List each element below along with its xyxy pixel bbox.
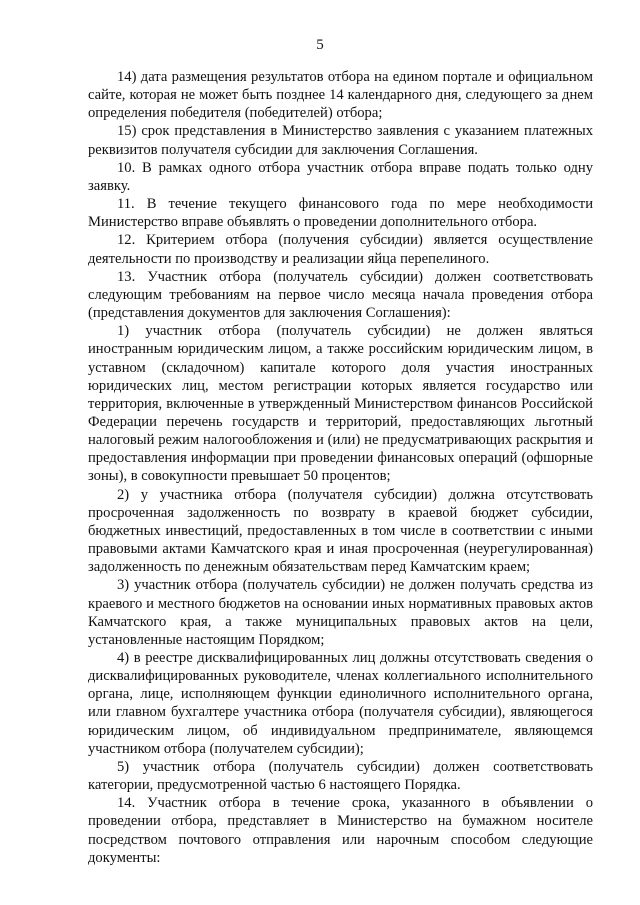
paragraph-clause-10: 10. В рамках одного отбора участник отбора вправе подать только одну заявку.	[88, 159, 593, 194]
paragraph-item-14: 14) дата размещения результатов отбора на едином портале и официальном сайте, которая не может быть позднее 14 календарного дня, следующего за днем определения победителя (победителей) отбора;	[88, 69, 593, 122]
paragraph-requirement-2: 2) у участника отбора (получателя субсидии) должна отсутствовать просроченная задолженность по возврату в краевой бюджет субсидии, бюджетных инвестиций, предоставленных в том числе в соответствии с иными правовыми актами Камчатского края и иная просроченная (неурегулированная) задолженность по денежным обязательствам перед Камчатским краем;	[88, 486, 593, 576]
paragraph-item-15: 15) срок представления в Министерство заявления с указанием платежных реквизитов получателя субсидии для заключения Соглашения.	[88, 123, 593, 158]
paragraph-requirement-1: 1) участник отбора (получатель субсидии) не должен являться иностранным юридическим лицом, а также российским юридическим лицом, в уставном (складочном) капитале которого доля участия иностранных юридических лиц, местом регистрации которых является государство или территория, включенные в утвержденный Министерством финансов Российской Федерации перечень государств и территорий, предоставляющих льготный налоговый режим налогообложения и (или) не предусматривающих раскрытия и предоставления информации при проведении финансовых операций (офшорные зоны), в совокупности превышает 50 процентов;	[88, 323, 593, 485]
paragraph-requirement-3: 3) участник отбора (получатель субсидии) не должен получать средства из краевого и местного бюджетов на основании иных нормативных правовых актов Камчатского края, а также муниципальных правовых актов на цели, установленные настоящим Порядком;	[88, 577, 593, 648]
paragraph-clause-14: 14. Участник отбора в течение срока, указанного в объявлении о проведении отбора, представляет в Министерство на бумажном носителе посредством почтового отправления или нарочным способом следующие документы:	[88, 795, 593, 866]
paragraph-requirement-5: 5) участник отбора (получатель субсидии) должен соответствовать категории, предусмотренной частью 6 настоящего Порядка.	[88, 758, 593, 794]
paragraph-clause-11: 11. В течение текущего финансового года по мере необходимости Министерство вправе объявлять о проведении дополнительного отбора.	[88, 196, 593, 231]
paragraph-requirement-4: 4) в реестре дисквалифицированных лиц должны отсутствовать сведения о дисквалифицированных руководителе, членах коллегиального исполнительного органа, лице, исполняющем функции единоличного исполнительного органа, или главном бухгалтере участника отбора (получателя субсидии), являющегося юридическим лицом, об индивидуальном предпринимателе, являющемся участником отбора (получателем субсидии);	[88, 650, 593, 757]
page-number: 5	[316, 37, 324, 53]
paragraph-clause-13: 13. Участник отбора (получатель субсидии) должен соответствовать следующим требованиям на первое число месяца начала проведения отбора (представления документов для заключения Соглашения):	[88, 268, 593, 322]
document-body	[88, 68, 593, 867]
paragraph-clause-12: 12. Критерием отбора (получения субсидии) является осуществление деятельности по производству и реализации яйца перепелиного.	[88, 232, 593, 267]
